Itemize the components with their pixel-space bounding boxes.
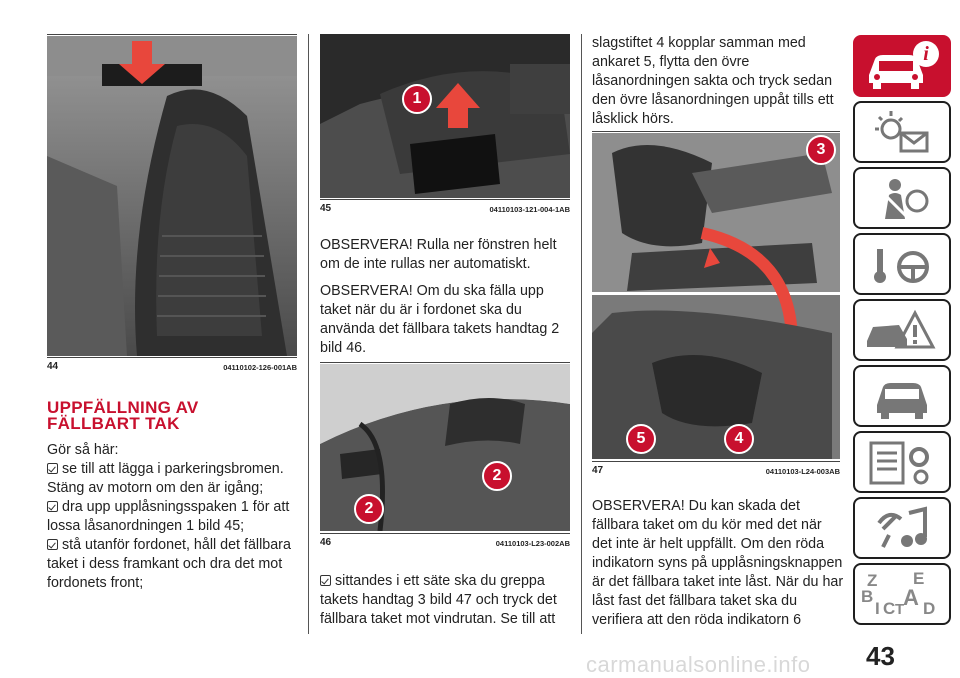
fig47-top-rule: [592, 131, 840, 132]
page-number: 43: [866, 641, 895, 671]
checkbox-bullet-icon: [47, 539, 58, 550]
figure-45-photo: [320, 34, 570, 198]
figure-47-callout-5: 5: [626, 424, 656, 454]
checkbox-bullet-icon: [320, 575, 331, 586]
index-letter-b: B: [861, 587, 874, 606]
key-steering-wheel-icon: [855, 235, 949, 293]
col3-line-d: den övre låsanordningen uppåt tills ett: [592, 92, 834, 108]
step-2-cont: lossa låsanordningen 1 bild 45;: [47, 518, 245, 534]
observe-2-d: bild 46.: [320, 340, 367, 356]
fig45-rule: [320, 199, 570, 200]
tab-safety[interactable]: [853, 167, 951, 229]
figure-44-photo: [47, 36, 297, 356]
figure-46-code: 04110103-L23-002AB: [495, 539, 570, 548]
tab-maintenance[interactable]: [853, 365, 951, 427]
figure-47-photo: [592, 133, 840, 459]
heading-line-1: UPPFÄLLNING AV: [47, 398, 199, 417]
col2-observe-1: [320, 236, 575, 274]
info-icon: i: [913, 41, 939, 67]
figure-45-callout-1: 1: [402, 84, 432, 114]
tab-multimedia[interactable]: [853, 497, 951, 559]
step-2: dra upp upplåsningsspaken 1 för att: [62, 499, 290, 515]
col3-observe: [592, 497, 850, 630]
col3-line-c: låsanordningen sakta och tryck sedan: [592, 73, 833, 89]
col2-observe-2: [320, 282, 575, 358]
col3-obs-a: OBSERVERA! Du kan skada det: [592, 498, 800, 514]
col3-obs-g: verifiera att den röda indikatorn 6: [592, 612, 802, 628]
index-letter-a: A: [903, 585, 919, 610]
figure-47-callout-3: 3: [806, 135, 836, 165]
observe-2-b: taket när du är i fordonet ska du: [320, 302, 522, 318]
col3-obs-f: låst fast det fällbara taket ska du: [592, 593, 798, 609]
checkbox-bullet-icon: [47, 501, 58, 512]
step-1-cont: Stäng av motorn om den är igång;: [47, 480, 264, 496]
figure-47-code: 04110103-L24-003AB: [765, 467, 840, 476]
observe-2-c: använda det fällbara takets handtag 2: [320, 321, 560, 337]
figure-46-callout-2a: 2: [482, 461, 512, 491]
index-letter-c: C: [883, 599, 896, 618]
tab-starting-driving[interactable]: [853, 233, 951, 295]
col3-line-e: låsklick hörs.: [592, 111, 674, 127]
step-3-cont-b: fordonets front;: [47, 575, 144, 591]
figure-46-number: 46: [320, 537, 332, 548]
col1-text: [47, 441, 302, 593]
figure-44-number: 44: [47, 361, 59, 372]
figure-45-code: 04110103-121-004-1AB: [489, 205, 570, 214]
index-letter-d: D: [923, 599, 936, 618]
col3-obs-c: det inte är helt uppfällt. Om den röda: [592, 536, 825, 552]
col1-fig-rule: [47, 357, 297, 358]
fig47-rule: [592, 461, 840, 462]
observe-1-b: om de inte rullas ner automatiskt.: [320, 256, 531, 272]
index-letter-z: Z: [867, 571, 878, 590]
step-3: stå utanför fordonet, håll det fällbara: [62, 537, 291, 553]
col3-text-1: [592, 34, 847, 129]
step-3-cont-a: taket i dess framkant och dra det mot: [47, 556, 283, 572]
tab-index[interactable]: [853, 563, 951, 625]
heading-line-2: FÄLLBART TAK: [47, 414, 180, 433]
col3-line-a: slagstiftet 4 kopplar samman med: [592, 35, 806, 51]
figure-47-number: 47: [592, 465, 604, 476]
index-letter-e: E: [913, 569, 925, 588]
step-4: sittandes i ett säte ska du greppa: [335, 573, 545, 589]
figure-45-number: 45: [320, 203, 332, 214]
column-divider-1: [308, 34, 309, 634]
col2-step: [320, 572, 575, 629]
col3-obs-e: är det fällbara taket inte låst. När du har: [592, 574, 844, 590]
figure-46-callout-2b: 2: [354, 494, 384, 524]
section-heading: [47, 400, 199, 432]
index-letter-t: T: [895, 601, 905, 618]
step-1: se till att lägga i parkeringsbromen.: [62, 461, 284, 477]
checkbox-bullet-icon: [47, 463, 58, 474]
figure-46-photo: [320, 364, 570, 531]
multimedia-music-icon: [855, 499, 949, 557]
observe-1-a: OBSERVERA! Rulla ner fönstren helt: [320, 237, 557, 253]
col3-obs-b: fällbara taket om du kör med det när: [592, 517, 822, 533]
col3-line-b: ankaret 5, flytta den övre: [592, 54, 750, 70]
car-emergency-icon: [855, 301, 949, 359]
step-4-cont-b: fällbara taket mot vindrutan. Se till att: [320, 611, 556, 627]
tab-warning-lights[interactable]: [853, 101, 951, 163]
col1-top-rule: [47, 34, 297, 35]
index-letter-i: I: [875, 599, 880, 618]
watermark: carmanualsonline.info: [586, 652, 811, 677]
seatbelt-airbag-icon: [855, 169, 949, 227]
figure-47-callout-4: 4: [724, 424, 754, 454]
column-divider-2: [581, 34, 582, 634]
intro-text: Gör så här:: [47, 442, 119, 458]
fig46-top-rule: [320, 362, 570, 363]
fig46-rule: [320, 533, 570, 534]
figure-44-code: 04110102-126-001AB: [223, 363, 297, 372]
warning-light-mail-icon: [855, 103, 949, 161]
tab-technical-data[interactable]: [853, 431, 951, 493]
checklist-gear-icon: [855, 433, 949, 491]
car-maintenance-icon: [855, 367, 949, 425]
observe-2-a: OBSERVERA! Om du ska fälla upp: [320, 283, 544, 299]
tab-emergency[interactable]: [853, 299, 951, 361]
step-4-cont-a: takets handtag 3 bild 47 och tryck det: [320, 592, 557, 608]
col3-obs-d: indikatorn syns på upplåsningsknappen: [592, 555, 843, 571]
tab-car-info[interactable]: [853, 35, 951, 97]
